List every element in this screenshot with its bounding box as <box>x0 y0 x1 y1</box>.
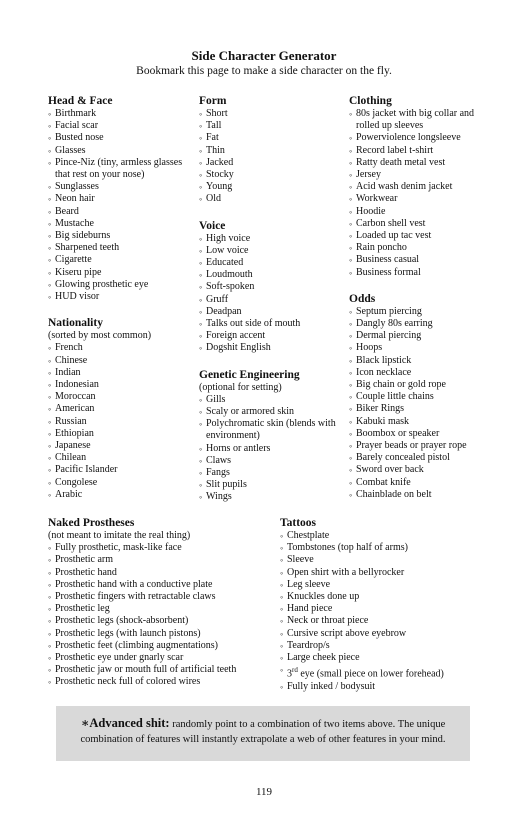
list-item: ◦ Prosthetic hand <box>48 567 278 579</box>
list-item: ◦ HUD visor <box>48 291 193 303</box>
clothing-list <box>349 108 489 279</box>
list-item: ◦ Neon hair <box>48 193 193 205</box>
column-2 <box>199 94 344 504</box>
list-item: ◦ Short <box>199 108 344 120</box>
list-item: ◦ Stocky <box>199 169 344 181</box>
list-item: ◦ Jacked <box>199 157 344 169</box>
nationality-heading: Nationality <box>48 317 103 330</box>
list-item: ◦ Carbon shell vest <box>349 218 489 230</box>
list-item: ◦ Slit pupils <box>199 479 344 491</box>
list-item: ◦ Claws <box>199 455 344 467</box>
list-item: ◦ Pince-Niz (tiny, armless glasses that rest on your nose) <box>48 157 193 181</box>
head-face-section <box>48 94 193 303</box>
form-list <box>199 108 344 206</box>
list-item: ◦ Big sideburns <box>48 230 193 242</box>
list-item: ◦ Busted nose <box>48 132 193 144</box>
prostheses-heading: Naked Prostheses <box>48 517 135 529</box>
prostheses-list <box>48 542 278 688</box>
list-item: ◦ Icon necklace <box>349 367 489 379</box>
list-item: ◦ Cigarette <box>48 254 193 266</box>
list-item: ◦ Hand piece <box>280 603 480 615</box>
list-item: ◦ Acid wash denim jacket <box>349 181 489 193</box>
list-item: ◦ Pacific Islander <box>48 464 193 476</box>
list-item: ◦ Prosthetic eye under gnarly scar <box>48 652 278 664</box>
head-face-heading: Head & Face <box>48 95 113 107</box>
form-heading: Form <box>199 95 227 107</box>
list-item: ◦ Dogshit English <box>199 342 344 354</box>
list-item: ◦ Chestplate <box>280 530 480 542</box>
genetic-list <box>199 394 344 504</box>
list-item: ◦ High voice <box>199 233 344 245</box>
list-item: ◦ Arabic <box>48 489 193 501</box>
list-item: ◦ Workwear <box>349 193 489 205</box>
list-item: ◦ Talks out side of mouth <box>199 318 344 330</box>
odds-list <box>349 306 489 501</box>
list-item: ◦ Indian <box>48 367 193 379</box>
list-item: ◦ Horns or antlers <box>199 443 344 455</box>
advanced-callout <box>56 706 470 761</box>
list-item: ◦ Japanese <box>48 440 193 452</box>
list-item: ◦ Prosthetic feet (climbing augmentations) <box>48 640 278 652</box>
tattoos-heading: Tattoos <box>280 517 316 529</box>
list-item: ◦ Congolese <box>48 477 193 489</box>
list-item: ◦ Fully inked / bodysuit <box>280 681 480 693</box>
genetic-heading: Genetic Engineering <box>199 368 300 381</box>
list-item: ◦ Tall <box>199 120 344 132</box>
list-item: ◦ Chilean <box>48 452 193 464</box>
list-item: ◦ Ratty death metal vest <box>349 157 489 169</box>
list-item: ◦ Wings <box>199 491 344 503</box>
prostheses-note: (not meant to imitate the real thing) <box>48 530 191 541</box>
list-item: ◦ Chainblade on belt <box>349 489 489 501</box>
list-item: ◦ Moroccan <box>48 391 193 403</box>
advanced-lead: ∗Advanced shit: <box>80 716 170 730</box>
list-item: ◦ Low voice <box>199 245 344 257</box>
clothing-section <box>349 94 489 279</box>
list-item: ◦ Black lipstick <box>349 355 489 367</box>
voice-heading: Voice <box>199 219 226 232</box>
list-item: ◦ Open shirt with a bellyrocker <box>280 567 480 579</box>
list-item: ◦ Leg sleeve <box>280 579 480 591</box>
list-item: ◦ Educated <box>199 257 344 269</box>
list-item: ◦ Thin <box>199 145 344 157</box>
list-item: ◦ Big chain or gold rope <box>349 379 489 391</box>
list-item: ◦ Prosthetic fingers with retractable claws <box>48 591 278 603</box>
list-item: ◦ Dermal piercing <box>349 330 489 342</box>
list-item: ◦ Sleeve <box>280 554 480 566</box>
list-item: ◦ Sunglasses <box>48 181 193 193</box>
genetic-section <box>199 368 344 504</box>
list-item: ◦ Business formal <box>349 267 489 279</box>
odds-heading: Odds <box>349 292 376 305</box>
list-item: ◦ Deadpan <box>199 306 344 318</box>
list-item: ◦ Dangly 80s earring <box>349 318 489 330</box>
list-item: ◦ Prosthetic jaw or mouth full of artificial teeth <box>48 664 278 676</box>
list-item: ◦ Rain poncho <box>349 242 489 254</box>
nationality-list <box>48 342 193 501</box>
list-item: ◦ Glasses <box>48 145 193 157</box>
list-item: ◦ Mustache <box>48 218 193 230</box>
list-item: ◦ Prayer beads or prayer rope <box>349 440 489 452</box>
list-item: ◦ Kabuki mask <box>349 416 489 428</box>
list-item: ◦ Prosthetic leg <box>48 603 278 615</box>
page-title: Side Character Generator <box>191 48 337 63</box>
list-item: ◦ Gills <box>199 394 344 406</box>
list-item: ◦ Chinese <box>48 355 193 367</box>
list-item: ◦ Prosthetic hand with a conductive plate <box>48 579 278 591</box>
list-item: ◦ Couple little chains <box>349 391 489 403</box>
list-item: ◦ Soft-spoken <box>199 281 344 293</box>
odds-section <box>349 292 489 501</box>
list-item: ◦ Fat <box>199 132 344 144</box>
form-section <box>199 94 344 206</box>
list-item: ◦ Jersey <box>349 169 489 181</box>
list-item: ◦ Facial scar <box>48 120 193 132</box>
column-3 <box>349 94 489 501</box>
tattoos-section <box>280 516 480 693</box>
list-item: ◦ Gruff <box>199 294 344 306</box>
advanced-text: randomly point to a combination of two items above. The unique combination of features will instantly extrapolate a web of other features in your mind. <box>80 719 446 745</box>
list-item: ◦ Boombox or speaker <box>349 428 489 440</box>
head-face-list <box>48 108 193 303</box>
list-item: ◦ Prosthetic legs (shock-absorbent) <box>48 615 278 627</box>
list-item: ◦ French <box>48 342 193 354</box>
list-item: ◦ Ethiopian <box>48 428 193 440</box>
list-item: ◦ 3rd eye (small piece on lower forehead) <box>280 664 480 681</box>
list-item: ◦ Teardrop/s <box>280 640 480 652</box>
list-item: ◦ Scaly or armored skin <box>199 406 344 418</box>
list-item: ◦ American <box>48 403 193 415</box>
list-item: ◦ Prosthetic legs (with launch pistons) <box>48 628 278 640</box>
list-item: ◦ Knuckles done up <box>280 591 480 603</box>
column-bottom-right <box>280 516 480 693</box>
list-item: ◦ 80s jacket with big collar and rolled up sleeves <box>349 108 489 132</box>
list-item: ◦ Neck or throat piece <box>280 615 480 627</box>
clothing-heading: Clothing <box>349 95 392 107</box>
list-item: ◦ Record label t-shirt <box>349 145 489 157</box>
list-item: ◦ Hoodie <box>349 206 489 218</box>
list-item: ◦ Cursive script above eyebrow <box>280 628 480 640</box>
list-item: ◦ Biker Rings <box>349 403 489 415</box>
genetic-note: (optional for setting) <box>199 381 282 393</box>
list-item: ◦ Septum piercing <box>349 306 489 318</box>
list-item: ◦ Glowing prosthetic eye <box>48 279 193 291</box>
list-item: ◦ Prosthetic arm <box>48 554 278 566</box>
list-item: ◦ Large cheek piece <box>280 652 480 664</box>
list-item: ◦ Polychromatic skin (blends with environment) <box>199 418 344 442</box>
page-number: 119 <box>255 786 273 798</box>
list-item: ◦ Kiseru pipe <box>48 267 193 279</box>
list-item: ◦ Fully prosthetic, mask-like face <box>48 542 278 554</box>
list-item: ◦ Indonesian <box>48 379 193 391</box>
list-item: ◦ Combat knife <box>349 477 489 489</box>
tattoos-list <box>280 530 480 693</box>
prostheses-section <box>48 516 278 689</box>
voice-list <box>199 233 344 355</box>
list-item: ◦ Hoops <box>349 342 489 354</box>
voice-section <box>199 219 344 355</box>
nationality-note: (sorted by most common) <box>48 330 152 342</box>
list-item: ◦ Business casual <box>349 254 489 266</box>
list-item: ◦ Birthmark <box>48 108 193 120</box>
list-item: ◦ Sharpened teeth <box>48 242 193 254</box>
page-subtitle: Bookmark this page to make a side character on the fly. <box>136 65 392 77</box>
list-item: ◦ Prosthetic neck full of colored wires <box>48 676 278 688</box>
list-item: ◦ Young <box>199 181 344 193</box>
list-item: ◦ Powerviolence longsleeve <box>349 132 489 144</box>
list-item: ◦ Sword over back <box>349 464 489 476</box>
list-item: ◦ Tombstones (top half of arms) <box>280 542 480 554</box>
list-item: ◦ Loudmouth <box>199 269 344 281</box>
list-item: ◦ Barely concealed pistol <box>349 452 489 464</box>
list-item: ◦ Russian <box>48 416 193 428</box>
nationality-section <box>48 316 193 501</box>
list-item: ◦ Loaded up tac vest <box>349 230 489 242</box>
list-item: ◦ Fangs <box>199 467 344 479</box>
column-1 <box>48 94 193 501</box>
column-bottom-left <box>48 516 278 689</box>
list-item: ◦ Foreign accent <box>199 330 344 342</box>
list-item: ◦ Beard <box>48 206 193 218</box>
list-item: ◦ Old <box>199 193 344 205</box>
